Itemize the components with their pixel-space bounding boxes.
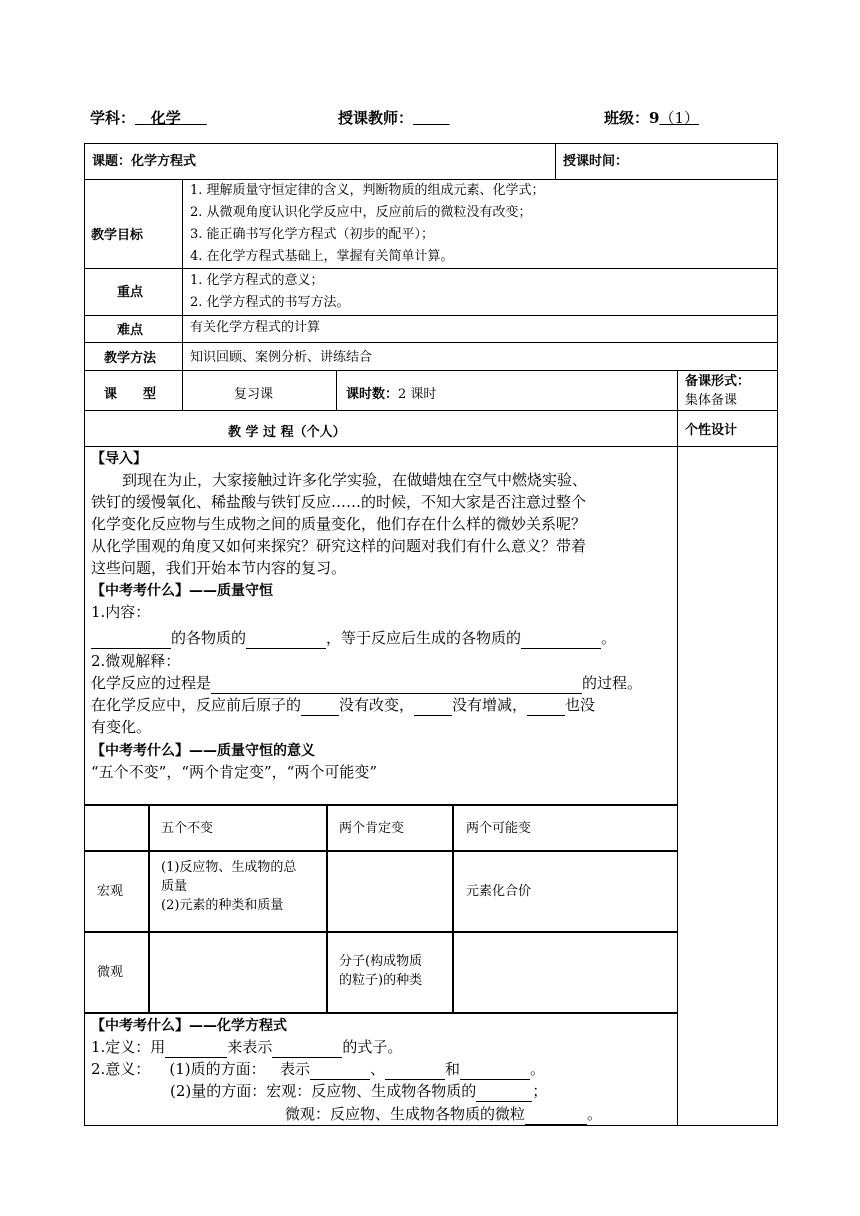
meaning-line: 2.意义： (1)质的方面： 表示 、 和 。 <box>91 1060 546 1078</box>
micro-sure-line: 的粒子)的种类 <box>339 973 423 988</box>
subject-label: 学科： <box>90 109 136 127</box>
intro-line: 从化学围观的角度又如何来探究？研究这样的问题对我们有什么意义？带着 <box>91 537 587 555</box>
content-item-label: 1.内容： <box>91 603 151 621</box>
method-label: 教学方法 <box>104 351 157 366</box>
intro-line: 到现在为止，大家接触过许多化学实验，在做蜡烛在空气中燃烧实验、 <box>122 471 588 489</box>
content-fill-line: 的各物质的 ，等于反应后生成的各物质的 。 <box>91 627 616 649</box>
type-value: 复习课 <box>234 387 274 402</box>
intro-title: 【导入】 <box>91 451 147 467</box>
subject-field <box>90 107 207 128</box>
fill-blank[interactable] <box>527 700 565 716</box>
hours-value: 2 课时 <box>398 387 437 402</box>
type-label: 课 型 <box>104 387 157 402</box>
fill-blank[interactable] <box>211 678 582 694</box>
section-equation: 【中考考什么】——化学方程式 <box>91 1018 287 1034</box>
fill-blank[interactable] <box>310 1064 370 1080</box>
prep-value: 集体备课 <box>685 393 738 408</box>
class-label: 班级：9 <box>604 109 660 127</box>
macro-five-line: (2)元素的种类和质量 <box>161 898 284 913</box>
class-value: （1） <box>659 109 699 127</box>
fill-blank[interactable] <box>301 700 339 716</box>
topic-cell: 课题：化学方程式 <box>92 154 197 169</box>
key-item: 1. 化学方程式的意义； <box>190 273 324 288</box>
micro-sure-line: 分子(构成物质 <box>339 954 423 969</box>
fill-blank[interactable] <box>272 1042 342 1058</box>
intro-line: 这些问题，我们开始本节内容的复习。 <box>91 559 347 577</box>
section-mass-conservation: 【中考考什么】——质量守恒 <box>91 583 273 599</box>
key-label: 重点 <box>117 285 144 300</box>
intro-paragraph <box>91 469 587 579</box>
intro-line: 化学变化反应物与生成物之间的质量变化，他们存在什么样的微妙关系呢？ <box>91 515 587 533</box>
quantity-macro-line: (2)量的方面：宏观：反应物、生成物各物质的 ； <box>170 1082 548 1100</box>
method-text: 知识回顾、案例分析、讲练结合 <box>190 350 373 365</box>
process-label: 教 学 过 程（个人） <box>228 425 346 440</box>
difficulty-text: 有关化学方程式的计算 <box>190 320 321 335</box>
fill-blank[interactable] <box>246 633 326 649</box>
objective-item: 1. 理解质量守恒定律的含义，判断物质的组成元素、化学式； <box>190 183 545 198</box>
table-head-maybe: 两个可能变 <box>466 821 532 836</box>
table-head-five: 五个不变 <box>161 821 214 836</box>
key-item: 2. 化学方程式的书写方法。 <box>190 295 350 310</box>
teacher-blank <box>413 109 450 127</box>
section-conservation-meaning: 【中考考什么】——质量守恒的意义 <box>91 743 315 759</box>
macro-five-cell <box>161 858 296 915</box>
fill-blank[interactable] <box>476 1086 532 1102</box>
fill-blank[interactable] <box>414 700 452 716</box>
macro-five-line: (1)反应物、生成物的总 <box>161 860 297 875</box>
fill-blank[interactable] <box>460 1064 530 1080</box>
teacher-label: 授课教师： <box>338 109 414 127</box>
objective-item: 2. 从微观角度认识化学反应中，反应前后的微粒没有改变； <box>190 205 532 220</box>
objective-item: 4. 在化学方程式基础上，掌握有关简单计算。 <box>190 249 454 264</box>
definition-line: 1.定义：用 来表示 的式子。 <box>91 1038 403 1056</box>
row-label-macro: 宏观 <box>97 884 124 899</box>
teacher-field <box>338 107 450 128</box>
micro-sure-cell <box>339 952 422 990</box>
objectives-list <box>190 180 545 268</box>
hours-label: 课时数： <box>346 387 399 402</box>
quantity-micro-line: 微观：反应物、生成物各物质的微粒 。 <box>285 1105 603 1123</box>
fill-blank[interactable] <box>525 1109 587 1125</box>
atom-line: 在化学反应中，反应前后原子的 没有改变， 没有增减， 也没 <box>91 696 596 714</box>
macro-five-line: 质量 <box>161 879 188 894</box>
class-field <box>604 107 699 128</box>
fill-blank[interactable] <box>385 1064 445 1080</box>
micro-explain-label: 2.微观解释： <box>91 652 181 670</box>
key-list <box>190 270 350 314</box>
intro-line: 铁钉的缓慢氧化、稀盐酸与铁钉反应……的时候，不知大家是否注意过整个 <box>91 493 587 511</box>
fill-blank[interactable] <box>521 633 601 649</box>
objectives-label: 教学目标 <box>91 228 144 243</box>
hours-field <box>346 385 436 404</box>
row-label-micro: 微观 <box>97 965 124 980</box>
reaction-process-line: 化学反应的过程是 的过程。 <box>91 674 643 692</box>
fill-blank[interactable] <box>91 633 171 649</box>
subject-value: 化学 <box>150 109 181 127</box>
table-head-sure: 两个肯定变 <box>339 821 405 836</box>
fill-blank[interactable] <box>165 1042 227 1058</box>
prep-label: 备课形式： <box>685 374 751 389</box>
conservation-quote: “五个不变”，“两个肯定变”，“两个可能变” <box>91 763 378 781</box>
atom-line-end: 有变化。 <box>91 718 152 736</box>
personal-design-label: 个性设计 <box>685 423 738 438</box>
time-label: 授课时间： <box>563 154 629 169</box>
objective-item: 3. 能正确书写化学方程式（初步的配平）； <box>190 227 435 242</box>
macro-maybe-cell: 元素化合价 <box>466 884 532 899</box>
difficulty-label: 难点 <box>117 323 144 338</box>
